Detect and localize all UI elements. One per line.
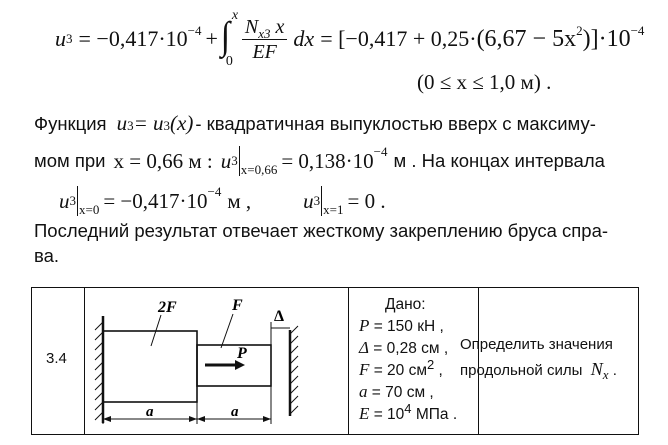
formula-fraction [242,15,288,64]
para1-line1-b: - квадратичная выпуклостью вверх с максиму- [195,113,596,134]
label-F: F [232,297,243,314]
para1-line3-val1: = −0,417·10 [103,188,208,213]
integral-upper: x [231,8,239,23]
formula-rhs-b: (6,67 − 5x [476,25,577,52]
cell-number [32,288,85,434]
formula-coef: = −0,417·10 [78,26,188,51]
frac-num-var: N [244,15,259,38]
para1-line2-x: x = 0,66 м : [113,148,213,173]
problem-number: 3.4 [46,350,67,367]
bar-diagram [85,288,347,434]
para1-eq-u: u [116,111,128,135]
para1-line3-u2: u [303,188,314,213]
para1-eq-c: (x) [170,111,194,135]
task-line2: продольной силы $N_x$ . [460,359,617,382]
frac-den: EF [252,40,277,63]
given-row-F: F = 20 $см^2$ , [359,356,443,379]
para1-line1-a: Функция [34,113,107,134]
frac-num-sub: x3 [258,25,271,41]
formula-dx: dx [293,26,315,51]
problem-table [31,287,639,435]
integral-sign: ∫ x 0 [220,8,239,69]
para1-line2-cond: x=0,66 [240,162,278,177]
para1-line2-a: мом при [34,150,106,171]
para1-line2-unit: м . На концах интервала [393,150,605,171]
para1-line2: мом при x = 0,66 м : u 3 x=0,66 = 0,138·10 $^{-4}$ м . На концах интервала [34,144,605,177]
formula-plus: + [205,26,218,51]
para1-line3-u1: u [59,188,70,213]
para1-line3: u 3 x=0 = −0,417·10 $^{-4}$ м , u 3 x=1 = 0 . [59,184,386,217]
eval-bar [239,146,240,176]
label-a2: a [231,404,239,420]
given-row-delta: Δ = 0,28 см , [359,338,449,357]
task-text [460,333,617,383]
para1-line3-val2: = 0 . [347,188,386,213]
frac-num-x: x [275,15,285,38]
para1-line2-u: u [220,148,232,173]
given-row-P: P = 150 кН , [359,316,444,335]
formula-rhs-c: )]·10 [582,25,631,52]
para1-line3-unit1: м , [227,188,252,213]
task-line1: Определить значения [460,336,613,353]
label-P: P [237,345,247,362]
cell-diagram [85,288,349,434]
label-delta: Δ [274,308,285,325]
eval-bar-2 [321,186,322,216]
interval: (0 ≤ x ≤ 1,0 м) . [417,70,552,94]
para2-line2: ва. [34,245,60,266]
eval-bar-1 [77,186,78,216]
para1-line2-val: = 0,138·10 [281,148,374,173]
given-row-a: a = 70 см , [359,382,434,401]
given-list [359,294,457,425]
para1-line3-cond1: x=0 [79,202,100,217]
given-title: Дано: [385,296,426,313]
label-a1: a [146,404,154,420]
para1-eq-b: = u [133,111,164,135]
formula-rhs-a: = [−0,417 + 0,25· [320,26,477,51]
formula-u3: u 3 = −0,417·10 $^{-4}$ + ∫ x 0 $\frac{N_{x3} x}{EF}$ dx = [−0,417 + 0,25· (6,67 − 5x $^2$ )]·10 $^{-4}$ [55,8,645,69]
integral-lower: 0 [225,54,233,69]
given-row-E: $E = 10^4$ МПа . [359,400,458,423]
formula-lhs-var: u [55,26,66,51]
para2-line1: Последний результат отвечает жесткому закреплению бруса спра- [34,220,609,241]
para1-line3-cond2: x=1 [323,202,344,217]
label-2F: 2F [158,299,177,316]
para1-line1: Функция u 3 = u 3 (x) - квадратичная выпуклостью вверх с максиму- [34,111,596,135]
